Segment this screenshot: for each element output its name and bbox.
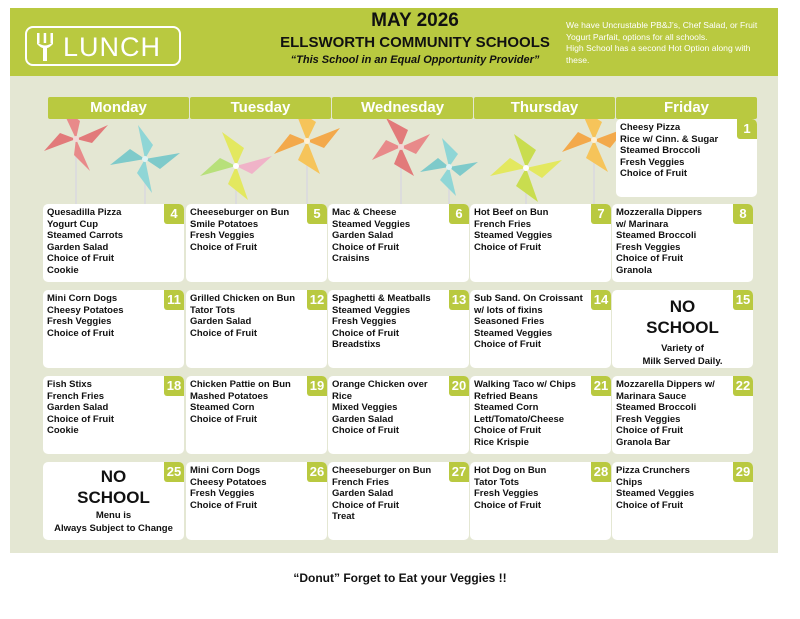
day-number: 20 — [449, 376, 469, 396]
menu-item: Choice of Fruit — [474, 339, 542, 351]
menu-item: Choice of Fruit — [474, 241, 542, 253]
day-number: 27 — [449, 462, 469, 482]
menu-item: Choice of Fruit — [332, 499, 400, 511]
menu-item: Fresh Veggies — [616, 241, 681, 253]
menu-items — [47, 293, 162, 339]
day-cell-26 — [186, 462, 327, 540]
menu-item: Lett/Tomato/Cheese — [474, 413, 565, 425]
menu-item: Rice w/ Cinn. & Sugar — [620, 133, 719, 145]
menu-items — [474, 293, 589, 351]
menu-item: Mashed Potatoes — [190, 390, 269, 402]
menu-item: Cookie — [47, 425, 79, 437]
menu-items — [190, 379, 305, 425]
menu-item: Craisins — [332, 253, 370, 265]
day-header-wednesday: Wednesday — [332, 97, 473, 119]
lunch-logo — [25, 26, 181, 66]
no-school-line: NO — [100, 467, 127, 486]
menu-items — [474, 207, 589, 253]
no-school-line: SCHOOL — [646, 318, 719, 337]
day-cell-14 — [470, 290, 611, 368]
menu-item: French Fries — [332, 476, 390, 488]
menu-change-line: Always Subject to Change — [54, 523, 173, 534]
menu-item: Rice — [332, 390, 353, 402]
day-number: 8 — [733, 204, 753, 224]
menu-items — [332, 293, 447, 351]
menu-change-line: Menu is — [95, 510, 132, 521]
day-cell-1 — [616, 119, 757, 197]
menu-item: Choice of Fruit — [47, 327, 115, 339]
menu-item: Steamed Carrots — [47, 230, 124, 242]
menu-item: Tator Tots — [190, 304, 236, 316]
menu-item: Choice of Fruit — [190, 241, 258, 253]
menu-item: Choice of Fruit — [616, 253, 684, 265]
menu-items — [474, 465, 589, 511]
menu-items — [616, 379, 731, 449]
menu-change-note — [43, 509, 184, 535]
milk-note-line: Variety of — [661, 343, 704, 354]
menu-item: Steamed Veggies — [474, 230, 553, 242]
day-number: 1 — [737, 119, 757, 139]
day-cell-25 — [43, 462, 184, 540]
tagline: “This School in an Equal Opportunity Provider” — [290, 54, 540, 66]
menu-item: Mini Corn Dogs — [47, 293, 118, 304]
pinwheel-icon — [198, 128, 274, 213]
note-line: High School has a second Hot Option along with these. — [566, 43, 751, 65]
day-number: 22 — [733, 376, 753, 396]
no-school-line: NO — [669, 297, 696, 316]
header-titles — [240, 8, 590, 66]
day-number: 13 — [449, 290, 469, 310]
menu-item: Choice of Fruit — [190, 327, 258, 339]
day-number: 7 — [591, 204, 611, 224]
menu-item: Cookie — [47, 264, 79, 276]
menu-item: Quesadilla Pizza — [47, 207, 122, 218]
menu-item: Granola — [616, 264, 652, 276]
menu-item: Fresh Veggies — [616, 413, 681, 425]
menu-item: Fresh Veggies — [190, 230, 255, 242]
pinwheel-icon — [272, 106, 342, 213]
menu-item: Spaghetti & Meatballs — [332, 293, 431, 304]
menu-item: Cheesy Potatoes — [47, 304, 124, 316]
menu-item: Choice of Fruit — [616, 425, 684, 437]
month-title: MAY 2026 — [371, 10, 459, 31]
day-number: 29 — [733, 462, 753, 482]
menu-items — [616, 465, 731, 511]
menu-item: Choice of Fruit — [332, 327, 400, 339]
menu-item: Choice of Fruit — [474, 499, 542, 511]
menu-item: Steamed Veggies — [332, 304, 411, 316]
menu-item: Sub Sand. On Croissant — [474, 293, 583, 304]
menu-item: Pizza Crunchers — [616, 465, 690, 476]
no-school-line: SCHOOL — [77, 488, 150, 507]
menu-item: Steamed Corn — [190, 402, 255, 414]
menu-item: French Fries — [47, 390, 105, 402]
menu-item: Tator Tots — [474, 476, 520, 488]
footer-slogan: “Donut” Forget to Eat your Veggies !! — [293, 571, 507, 585]
day-cell-29 — [612, 462, 753, 540]
calendar-sheet — [10, 8, 778, 553]
day-cell-13 — [328, 290, 469, 368]
menu-items — [332, 207, 447, 265]
menu-item: Fresh Veggies — [47, 316, 112, 328]
day-cell-12 — [186, 290, 327, 368]
menu-item: French Fries — [474, 218, 532, 230]
menu-item: Cheeseburger on Bun — [190, 207, 290, 218]
menu-item: Choice of Fruit — [190, 499, 258, 511]
menu-item: Choice of Fruit — [190, 413, 258, 425]
logo-text: LUNCH — [63, 32, 162, 62]
menu-items — [620, 122, 735, 180]
day-cell-7 — [470, 204, 611, 282]
day-header-thursday: Thursday — [474, 97, 615, 119]
menu-item: w/ lots of fixins — [474, 304, 543, 316]
note-line: Yogurt Parfait, options for all schools. — [566, 31, 708, 42]
day-number: 18 — [164, 376, 184, 396]
menu-item: Steamed Broccoli — [616, 402, 697, 414]
menu-item: Granola Bar — [616, 436, 671, 448]
menu-item: Fresh Veggies — [332, 316, 397, 328]
menu-items — [47, 207, 162, 277]
menu-item: Yogurt Cup — [47, 218, 99, 230]
menu-item: Rice Krispie — [474, 436, 529, 448]
menu-items — [190, 207, 305, 253]
menu-item: Grilled Chicken on Bun — [190, 293, 296, 304]
day-number: 28 — [591, 462, 611, 482]
milk-note — [612, 342, 753, 368]
menu-item: Fresh Veggies — [620, 156, 685, 168]
menu-item: Choice of Fruit — [332, 425, 400, 437]
note-line: We have Uncrustable PB&J’s, Chef Salad, or Fruit — [566, 20, 758, 30]
day-cell-20 — [328, 376, 469, 454]
day-number: 4 — [164, 204, 184, 224]
menu-item: Mozzarella Dippers w/ — [616, 379, 715, 390]
menu-items — [616, 207, 731, 277]
menu-items — [474, 379, 589, 449]
day-number: 26 — [307, 462, 327, 482]
milk-note-line: Milk Served Daily. — [642, 356, 723, 367]
menu-item: Treat — [332, 511, 355, 523]
pinwheel-icon — [418, 136, 480, 213]
day-header-tuesday: Tuesday — [190, 97, 331, 119]
day-cell-6 — [328, 204, 469, 282]
day-cell-15 — [612, 290, 753, 368]
menu-item: Choice of Fruit — [616, 499, 684, 511]
no-school-label — [612, 296, 753, 338]
menu-item: Steamed Veggies — [616, 488, 695, 500]
menu-item: Steamed Corn — [474, 402, 539, 414]
pinwheel-icon — [108, 123, 182, 213]
menu-item: Hot Dog on Bun — [474, 465, 547, 476]
day-number: 5 — [307, 204, 327, 224]
no-school-label — [43, 466, 184, 508]
day-number: 11 — [164, 290, 184, 310]
menu-item: Choice of Fruit — [332, 241, 400, 253]
menu-item: Cheesy Pizza — [620, 122, 681, 133]
menu-item: Refried Beans — [474, 390, 538, 402]
day-cell-22 — [612, 376, 753, 454]
day-number: 21 — [591, 376, 611, 396]
menu-item: Steamed Broccoli — [620, 145, 701, 157]
menu-item: Chicken Pattie on Bun — [190, 379, 291, 390]
menu-items — [190, 293, 305, 339]
menu-item: Choice of Fruit — [474, 425, 542, 437]
menu-item: Mixed Veggies — [332, 402, 398, 414]
day-number: 14 — [591, 290, 611, 310]
day-number: 6 — [449, 204, 469, 224]
day-number: 15 — [733, 290, 753, 310]
day-cell-4 — [43, 204, 184, 282]
menu-item: Marinara Sauce — [616, 390, 687, 402]
menu-item: Garden Salad — [332, 230, 394, 242]
day-cell-11 — [43, 290, 184, 368]
menu-item: Steamed Veggies — [332, 218, 411, 230]
menu-item: Fresh Veggies — [474, 488, 539, 500]
options-note — [566, 20, 776, 66]
menu-item: Walking Taco w/ Chips — [474, 379, 576, 390]
pinwheel-icon — [40, 103, 110, 213]
menu-item: Garden Salad — [332, 488, 394, 500]
menu-item: Fish Stixs — [47, 379, 92, 390]
day-cell-8 — [612, 204, 753, 282]
day-cell-27 — [328, 462, 469, 540]
menu-item: Choice of Fruit — [47, 413, 115, 425]
day-header-friday: Friday — [616, 97, 757, 119]
menu-item: Mini Corn Dogs — [190, 465, 261, 476]
menu-item: Garden Salad — [47, 402, 109, 414]
menu-item: Choice of Fruit — [620, 168, 688, 180]
day-cell-18 — [43, 376, 184, 454]
menu-items — [47, 379, 162, 437]
menu-item: Seasoned Fries — [474, 316, 545, 328]
menu-item: Garden Salad — [332, 413, 394, 425]
menu-item: Garden Salad — [47, 241, 109, 253]
menu-item: Steamed Veggies — [474, 327, 553, 339]
day-number: 25 — [164, 462, 184, 482]
day-number: 19 — [307, 376, 327, 396]
menu-item: Mozzeralla Dippers — [616, 207, 703, 218]
fork-icon — [35, 33, 55, 61]
day-cell-28 — [470, 462, 611, 540]
menu-item: Hot Beef on Bun — [474, 207, 549, 218]
menu-items — [190, 465, 305, 511]
menu-item: Fresh Veggies — [190, 488, 255, 500]
pinwheel-icon — [488, 130, 564, 213]
menu-item: Garden Salad — [190, 316, 252, 328]
menu-items — [332, 465, 447, 523]
menu-item: Cheesy Potatoes — [190, 476, 267, 488]
menu-item: Smile Potatoes — [190, 218, 259, 230]
menu-item: Choice of Fruit — [47, 253, 115, 265]
menu-item: Breadstixs — [332, 339, 381, 351]
day-cell-21 — [470, 376, 611, 454]
day-number: 12 — [307, 290, 327, 310]
day-header-monday: Monday — [48, 97, 189, 119]
menu-item: Chips — [616, 476, 643, 488]
menu-item: Mac & Cheese — [332, 207, 397, 218]
menu-item: Steamed Broccoli — [616, 230, 697, 242]
school-name: ELLSWORTH COMMUNITY SCHOOLS — [280, 34, 550, 51]
header-bar — [10, 8, 778, 76]
day-cell-5 — [186, 204, 327, 282]
menu-item: Cheeseburger on Bun — [332, 465, 432, 476]
menu-item: w/ Marinara — [616, 218, 669, 230]
menu-items — [332, 379, 447, 437]
day-cell-19 — [186, 376, 327, 454]
menu-item: Orange Chicken over — [332, 379, 428, 390]
